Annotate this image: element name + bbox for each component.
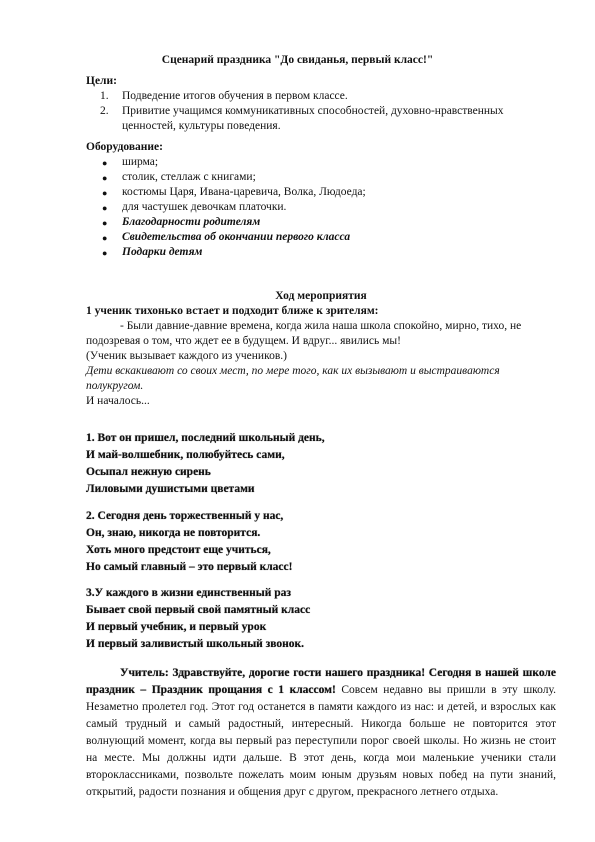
list-item (102, 215, 556, 230)
bullet-icon: ● (102, 248, 108, 258)
list-item (100, 104, 556, 134)
poem-1 (86, 430, 556, 498)
stage-direction: Дети вскакивают со своих мест, по мере того, как их вызывают и выстраиваются полукругом. (86, 365, 500, 392)
goals-heading: Цели: (86, 75, 117, 87)
poem-line: 1. Вот он пришел, последний школьный день, (86, 432, 325, 444)
equipment-section (86, 140, 556, 260)
bullet-icon: ● (102, 233, 108, 243)
list-item-text: Подарки детям (122, 246, 203, 258)
poem-line: Лиловыми душистыми цветами (86, 483, 255, 495)
poem-line: 3.У каждого в жизни единственный раз (86, 587, 291, 599)
bullet-icon: ● (102, 203, 108, 213)
course-heading: Ход мероприятия (275, 290, 367, 302)
document-title: Сценарий праздника "До свиданья, первый класс!" (161, 54, 434, 66)
student-speech: - Были давние-давние времена, когда жила наша школа спокойно, мирно, тихо, не подозревая о том, что ждет ее в будущем. И вдруг... явились мы! (86, 320, 522, 347)
bullet-icon: ● (102, 158, 108, 168)
list-item-text: костюмы Царя, Ивана-царевича, Волка, Людоеда; (122, 186, 366, 198)
poem-line: 2. Сегодня день торжественный у нас, (86, 510, 284, 522)
poem-line: И первый учебник, и первый урок (86, 621, 267, 633)
list-item-text: для частушек девочкам платочки. (122, 201, 287, 213)
poem-line: И первый заливистый школьный звонок. (86, 638, 305, 650)
list-item (102, 185, 556, 200)
poem-line: Осыпал нежную сирень (86, 466, 211, 478)
bullet-icon: ● (102, 173, 108, 183)
poem-line: Хоть много предстоит еще учиться, (86, 544, 271, 556)
began-text: И началось... (86, 395, 150, 407)
equipment-list (86, 155, 556, 260)
list-item (102, 200, 556, 215)
teacher-greeting: Учитель: Здравствуйте, дорогие гости нашего праздника! Сегодня в нашей школе праздник – Праздник прощания с 1 классом! (86, 667, 556, 696)
list-item (102, 245, 556, 260)
list-number: 2. (100, 105, 109, 117)
teacher-speech: Совсем недавно вы пришли в эту школу. Незаметно пролетел год. Этот год останется в памяти каждого из нас: и детей, и взрослых как самый трудный и самый радостный, интересный. Никогда больше не повторится этот волнующий момент, когда вы первый раз переступили порог своей школы. Но жизнь не стоит на месте. Мы должны идти дальше. В этот день, когда мои маленькие ученики стали второклассниками, позвольте пожелать моим юным друзьям новых побед на пути знаний, открытий, радости познания и общения друг с другом, прекрасного летнего отдыха. (86, 684, 556, 798)
poem-3 (86, 585, 556, 653)
poem-line: Но самый главный – это первый класс! (86, 561, 293, 573)
student-intro: 1 ученик тихонько встает и подходит ближе к зрителям: (86, 305, 379, 317)
equipment-heading: Оборудование: (86, 141, 163, 153)
list-item-text: Подведение итогов обучения в первом классе. (122, 90, 348, 102)
list-item (102, 170, 556, 185)
bullet-icon: ● (102, 188, 108, 198)
poem-line: Бывает свой первый свой памятный класс (86, 604, 311, 616)
bullet-icon: ● (102, 218, 108, 228)
poem-2 (86, 508, 556, 576)
list-item (102, 230, 556, 245)
speech-note: (Ученик вызывает каждого из учеников.) (86, 350, 287, 362)
poem-line: Он, знаю, никогда не повторится. (86, 527, 261, 539)
list-item (102, 155, 556, 170)
poem-line: И май-волшебник, полюбуйтесь сами, (86, 449, 285, 461)
teacher-paragraph (86, 665, 556, 801)
list-number: 1. (100, 90, 109, 102)
list-item-text: ширма; (122, 156, 159, 168)
goals-list (86, 89, 556, 134)
list-item-text: Благодарности родителям (122, 216, 261, 228)
goals-section (86, 74, 556, 134)
course-section (86, 289, 556, 409)
list-item (100, 89, 556, 104)
list-item-text: Свидетельства об окончании первого класса (122, 231, 351, 243)
list-item-text: Привитие учащимся коммуникативных способностей, духовно-нравственных ценностей, культуры поведения. (122, 105, 504, 132)
list-item-text: столик, стеллаж с книгами; (122, 171, 256, 183)
